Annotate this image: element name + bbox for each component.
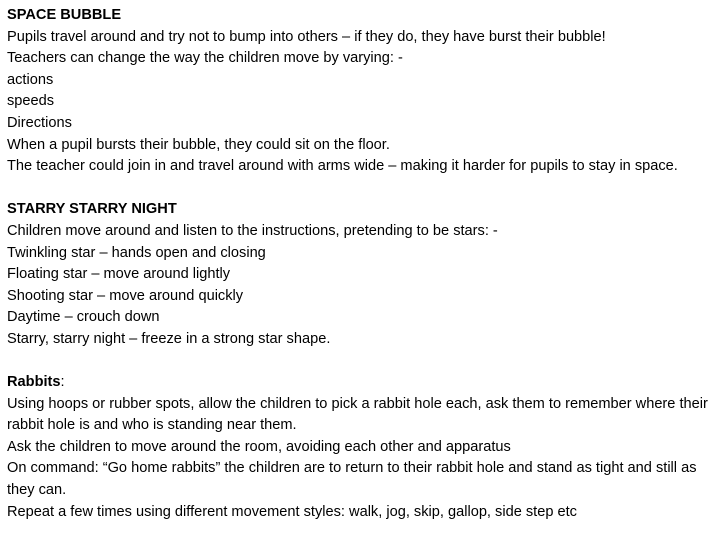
list-item: Starry, starry night – freeze in a strong star shape. [7, 330, 331, 347]
paragraph-line: Teachers can change the way the children move by varying: - [7, 50, 403, 67]
paragraph-line: Repeat a few times using different movement styles: walk, jog, skip, gallop, side step etc [7, 503, 577, 520]
paragraph-line: The teacher could join in and travel around with arms wide – making it harder for pupils to stay in space. [7, 158, 678, 175]
paragraph-line: Pupils travel around and try not to bump into others – if they do, they have burst their bubble! [7, 28, 606, 45]
section-heading-colon: : [60, 374, 65, 391]
list-item: Directions [7, 114, 72, 131]
list-item: Floating star – move around lightly [7, 266, 231, 283]
document-page [7, 5, 713, 523]
section-spacer [7, 178, 713, 200]
list-item: actions [7, 71, 54, 88]
section-heading [7, 372, 713, 394]
paragraph-line: Ask the children to move around the room, avoiding each other and apparatus [7, 438, 511, 455]
section-space-bubble [7, 5, 713, 178]
section-heading: STARRY STARRY NIGHT [7, 201, 177, 218]
list-item: Shooting star – move around quickly [7, 287, 244, 304]
paragraph-line: On command: “Go home rabbits” the children are to return to their rabbit hole and stand as tight and still as they can. [7, 460, 701, 499]
list-item: Twinkling star – hands open and closing [7, 244, 266, 261]
paragraph-line: Children move around and listen to the instructions, pretending to be stars: - [7, 222, 498, 239]
paragraph-line: Using hoops or rubber spots, allow the children to pick a rabbit hole each, ask them to remember where their rabbit hole is and who is standing near them. [7, 395, 712, 434]
section-starry-night [7, 199, 713, 350]
section-spacer [7, 351, 713, 373]
paragraph-line: When a pupil bursts their bubble, they could sit on the floor. [7, 136, 390, 153]
list-item: Daytime – crouch down [7, 309, 160, 326]
section-heading: SPACE BUBBLE [7, 7, 122, 23]
list-item: speeds [7, 93, 55, 110]
section-rabbits [7, 372, 713, 523]
section-heading-text: Rabbits [7, 374, 61, 391]
